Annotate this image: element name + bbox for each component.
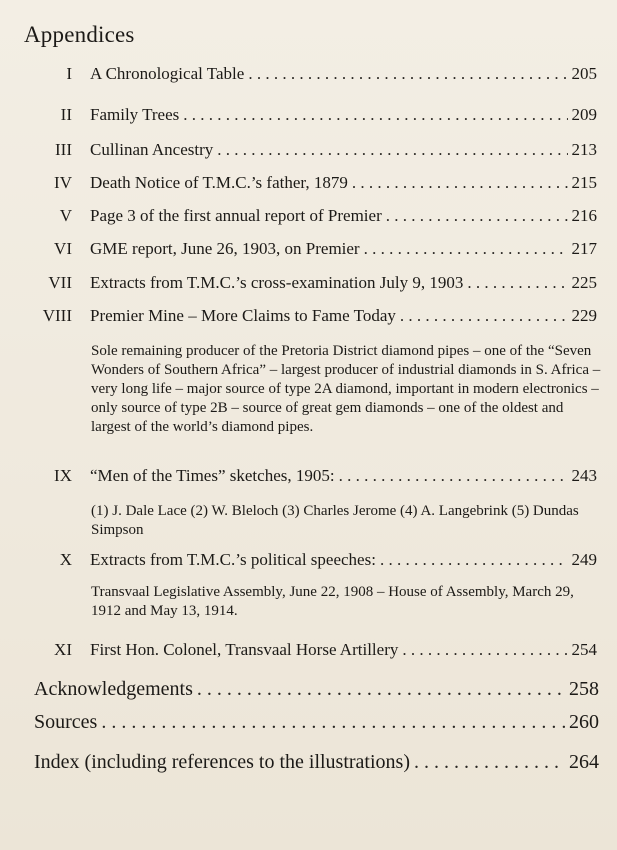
leader-dots <box>183 103 567 127</box>
page-title: Appendices <box>24 22 135 47</box>
leader-dots <box>197 675 565 703</box>
entry-title: First Hon. Colonel, Transvaal Horse Artillery <box>90 640 399 659</box>
entry-page: 260 <box>569 711 599 733</box>
entry-page: 215 <box>571 173 597 192</box>
entry-page: 205 <box>571 64 597 83</box>
toc-entry-viii <box>0 304 617 328</box>
leader-dots <box>400 304 568 328</box>
entry-page: 213 <box>571 140 597 159</box>
entry-page: 225 <box>571 273 597 292</box>
leader-dots <box>217 138 567 162</box>
leader-dots <box>386 204 568 228</box>
toc-entry-ii <box>0 103 617 127</box>
leader-dots <box>352 171 568 195</box>
entry-title: Acknowledgements <box>34 678 193 700</box>
entry-page: 209 <box>571 105 597 124</box>
leader-dots <box>414 748 565 776</box>
entry-number: VIII <box>42 306 72 325</box>
entry-page: 254 <box>571 640 597 659</box>
leader-dots <box>101 708 565 736</box>
toc-entry-x <box>0 548 617 572</box>
leader-dots <box>364 237 568 261</box>
entry-title: Death Notice of T.M.C.’s father, 1879 <box>90 173 348 192</box>
toc-acknowledgements <box>0 675 617 703</box>
entry-title: Family Trees <box>90 105 180 124</box>
entry-title: Extracts from T.M.C.’s cross-examination July 9, 1903 <box>90 273 464 292</box>
entry-description-x: Transvaal Legislative Assembly, June 22, 1908 – House of Assembly, March 29, 1912 and May 13, 1914. <box>91 584 574 619</box>
entry-page: 217 <box>571 239 597 258</box>
leader-dots <box>380 548 568 572</box>
entry-description-viii: Sole remaining producer of the Pretoria District diamond pipes – one of the “Seven Wonders of Southern Africa” – largest producer of industrial diamonds in S. Africa – very long life – major source of type 2A diamond, important in modern electronics – only source of type 2B – source of great gem diamonds – one of the oldest and largest of the world’s diamond pipes. <box>91 343 601 435</box>
toc-entry-ix <box>0 464 617 488</box>
entry-title: Page 3 of the first annual report of Premier <box>90 206 382 225</box>
toc-entry-v <box>0 204 617 228</box>
entry-title: “Men of the Times” sketches, 1905: <box>90 466 335 485</box>
toc-entry-iv <box>0 171 617 195</box>
entry-number: X <box>59 550 72 569</box>
entry-number: XI <box>54 640 72 659</box>
entry-title: Extracts from T.M.C.’s political speeches: <box>90 550 376 569</box>
entry-number: IX <box>54 466 72 485</box>
entry-title: A Chronological Table <box>90 64 245 83</box>
entry-number: III <box>55 140 72 159</box>
entry-description-ix: (1) J. Dale Lace (2) W. Bleloch (3) Charles Jerome (4) A. Langebrink (5) Dundas Simpson <box>91 503 579 538</box>
toc-entry-vi <box>0 237 617 261</box>
toc-entry-i <box>0 62 617 86</box>
entry-title: Cullinan Ancestry <box>90 140 214 159</box>
entry-page: 258 <box>569 678 599 700</box>
entry-page: 216 <box>571 206 597 225</box>
entry-number: II <box>60 105 72 124</box>
entry-page: 229 <box>571 306 597 325</box>
entry-number: I <box>66 64 72 83</box>
toc-entry-iii <box>0 138 617 162</box>
entry-page: 264 <box>569 751 599 773</box>
entry-title: GME report, June 26, 1903, on Premier <box>90 239 360 258</box>
entry-page: 243 <box>571 466 597 485</box>
entry-number: V <box>59 206 72 225</box>
leader-dots <box>339 464 568 488</box>
leader-dots <box>467 271 567 295</box>
entry-number: IV <box>54 173 72 192</box>
entry-page: 249 <box>571 550 597 569</box>
leader-dots <box>402 638 567 662</box>
entry-number: VII <box>48 273 72 292</box>
entry-number: VI <box>54 239 72 258</box>
toc-entry-vii <box>0 271 617 295</box>
entry-title: Index (including references to the illustrations) <box>34 751 410 773</box>
toc-index <box>0 748 617 776</box>
leader-dots <box>248 62 567 86</box>
entry-title: Premier Mine – More Claims to Fame Today <box>90 306 396 325</box>
toc-sources <box>0 708 617 736</box>
toc-entry-xi <box>0 638 617 662</box>
entry-title: Sources <box>34 711 98 733</box>
